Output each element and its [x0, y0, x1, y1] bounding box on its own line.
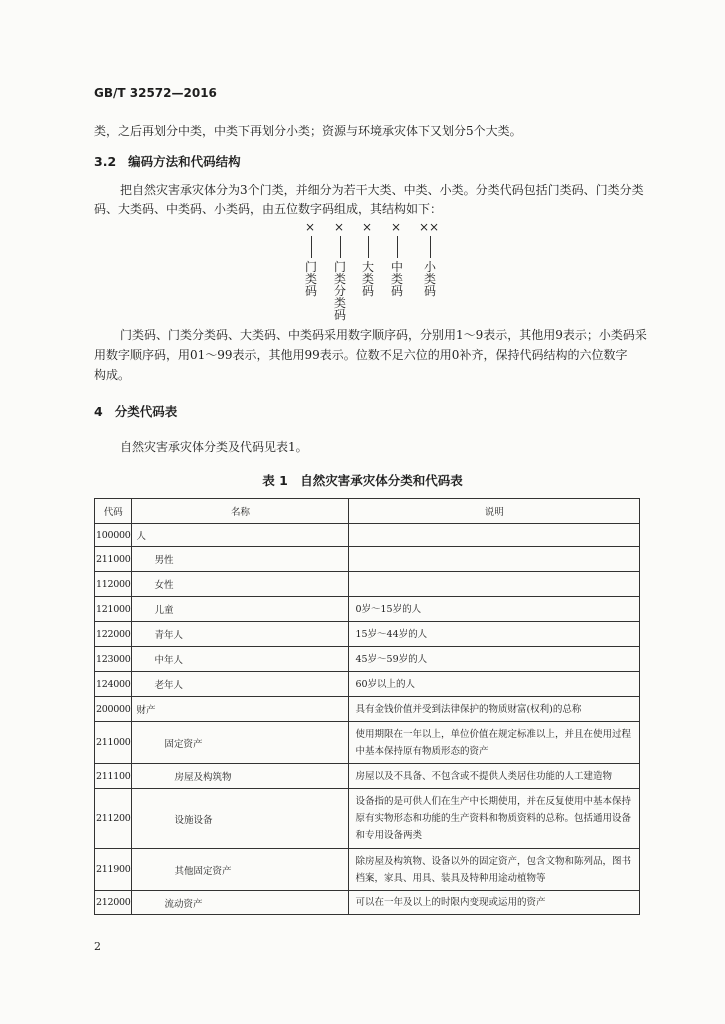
diagram-mark: × [362, 220, 373, 234]
name-cell: 流动资产 [132, 891, 349, 915]
section-4-heading [94, 402, 177, 420]
description-cell: 除房屋及构筑物、设备以外的固定资产，包含文物和陈列品，图书档案，家具、用具、装具及特种用途动植物等 [349, 849, 640, 891]
diagram-label: 大类码 [361, 260, 374, 298]
table-row [95, 622, 640, 647]
diagram-label: 门类码 [304, 260, 317, 298]
description-cell: 0岁～15岁的人 [349, 597, 640, 622]
table-row [95, 722, 640, 764]
description-cell: 60岁以上的人 [349, 672, 640, 697]
description-cell [349, 547, 640, 572]
name-cell: 青年人 [132, 622, 349, 647]
classification-code-table [94, 498, 640, 915]
table-row [95, 572, 640, 597]
table-row [95, 697, 640, 722]
diagram-mark: × [305, 220, 316, 234]
diagram-label: 中类码 [390, 260, 403, 298]
name-cell: 女性 [132, 572, 349, 597]
diagram-connector [340, 236, 341, 258]
name-cell: 其他固定资产 [132, 849, 349, 891]
name-cell: 中年人 [132, 647, 349, 672]
description-cell: 可以在一年及以上的时限内变现或运用的资产 [349, 891, 640, 915]
page-number: 2 [94, 940, 101, 953]
code-cell: 124000 [95, 672, 132, 697]
section-number: 3.2 [94, 154, 117, 169]
code-cell: 211200 [95, 789, 132, 849]
name-cell: 房屋及构筑物 [132, 764, 349, 789]
name-cell: 男性 [132, 547, 349, 572]
code-cell: 211100 [95, 764, 132, 789]
code-cell: 211000 [95, 547, 132, 572]
diagram-label: 小类码 [423, 260, 436, 298]
intro-line: 类，之后再划分中类，中类下再划分小类；资源与环境承灾体下又划分5个大类。 [94, 124, 522, 138]
code-cell: 211000 [95, 722, 132, 764]
code-cell: 100000 [95, 524, 132, 547]
column-header-description: 说明 [349, 499, 640, 524]
table-row [95, 672, 640, 697]
paragraph-line: 自然灾害承灾体分类及代码见表1。 [120, 440, 308, 454]
diagram-label: 门类分类码 [333, 260, 346, 322]
description-cell [349, 572, 640, 597]
name-cell: 固定资产 [132, 722, 349, 764]
diagram-mark: ×× [419, 220, 440, 234]
column-header-code: 代码 [95, 499, 132, 524]
table-row [95, 647, 640, 672]
table-row [95, 789, 640, 849]
table-row [95, 597, 640, 622]
description-cell: 设备指的是可供人们在生产中长期使用，并在反复使用中基本保持原有实物形态和功能的生产资料和物质资料的总称。包括通用设备和专用设备两类 [349, 789, 640, 849]
diagram-mark: × [391, 220, 402, 234]
code-cell: 112000 [95, 572, 132, 597]
paragraph-line: 码、大类码、中类码、小类码，由五位数字码组成，其结构如下： [94, 202, 443, 216]
paragraph-line: 把自然灾害承灾体分为3个门类，并细分为若干大类、中类、小类。分类代码包括门类码、门类分类 [120, 183, 644, 197]
table-row [95, 524, 640, 547]
description-cell: 使用期限在一年以上，单位价值在规定标准以上，并且在使用过程中基本保持原有物质形态的资产 [349, 722, 640, 764]
name-cell: 人 [132, 524, 349, 547]
code-cell: 200000 [95, 697, 132, 722]
column-header-name: 名称 [132, 499, 349, 524]
description-cell [349, 524, 640, 547]
paragraph-line: 构成。 [94, 368, 131, 382]
code-cell: 122000 [95, 622, 132, 647]
name-cell: 老年人 [132, 672, 349, 697]
paragraph-line: 门类码、门类分类码、大类码、中类码采用数字顺序码，分别用1～9表示，其他用9表示；小类码采 [120, 328, 647, 342]
table-row [95, 891, 640, 915]
code-cell: 211900 [95, 849, 132, 891]
name-cell: 设施设备 [132, 789, 349, 849]
diagram-connector [368, 236, 369, 258]
standard-number: GB/T 32572—2016 [94, 86, 217, 100]
code-cell: 212000 [95, 891, 132, 915]
diagram-connector [430, 236, 431, 258]
name-cell: 儿童 [132, 597, 349, 622]
table-caption: 表 1 自然灾害承灾体分类和代码表 [262, 473, 463, 488]
table-header-row [95, 499, 640, 524]
section-title: 编码方法和代码结构 [128, 154, 241, 169]
description-cell: 房屋以及不具备、不包含或不提供人类居住功能的人工建造物 [349, 764, 640, 789]
diagram-mark: × [334, 220, 345, 234]
code-cell: 121000 [95, 597, 132, 622]
paragraph-line: 用数字顺序码，用01～99表示，其他用99表示。位数不足六位的用0补齐，保持代码结构的六位数字 [94, 348, 628, 362]
description-cell: 45岁～59岁的人 [349, 647, 640, 672]
table-row [95, 547, 640, 572]
section-title: 分类代码表 [114, 404, 178, 419]
diagram-connector [311, 236, 312, 258]
section-3-2-heading [94, 152, 241, 170]
name-cell: 财产 [132, 697, 349, 722]
table-row [95, 849, 640, 891]
code-cell: 123000 [95, 647, 132, 672]
diagram-connector [397, 236, 398, 258]
description-cell: 15岁～44岁的人 [349, 622, 640, 647]
section-number: 4 [94, 404, 103, 419]
description-cell: 具有金钱价值并受到法律保护的物质财富(权利)的总称 [349, 697, 640, 722]
table-row [95, 764, 640, 789]
